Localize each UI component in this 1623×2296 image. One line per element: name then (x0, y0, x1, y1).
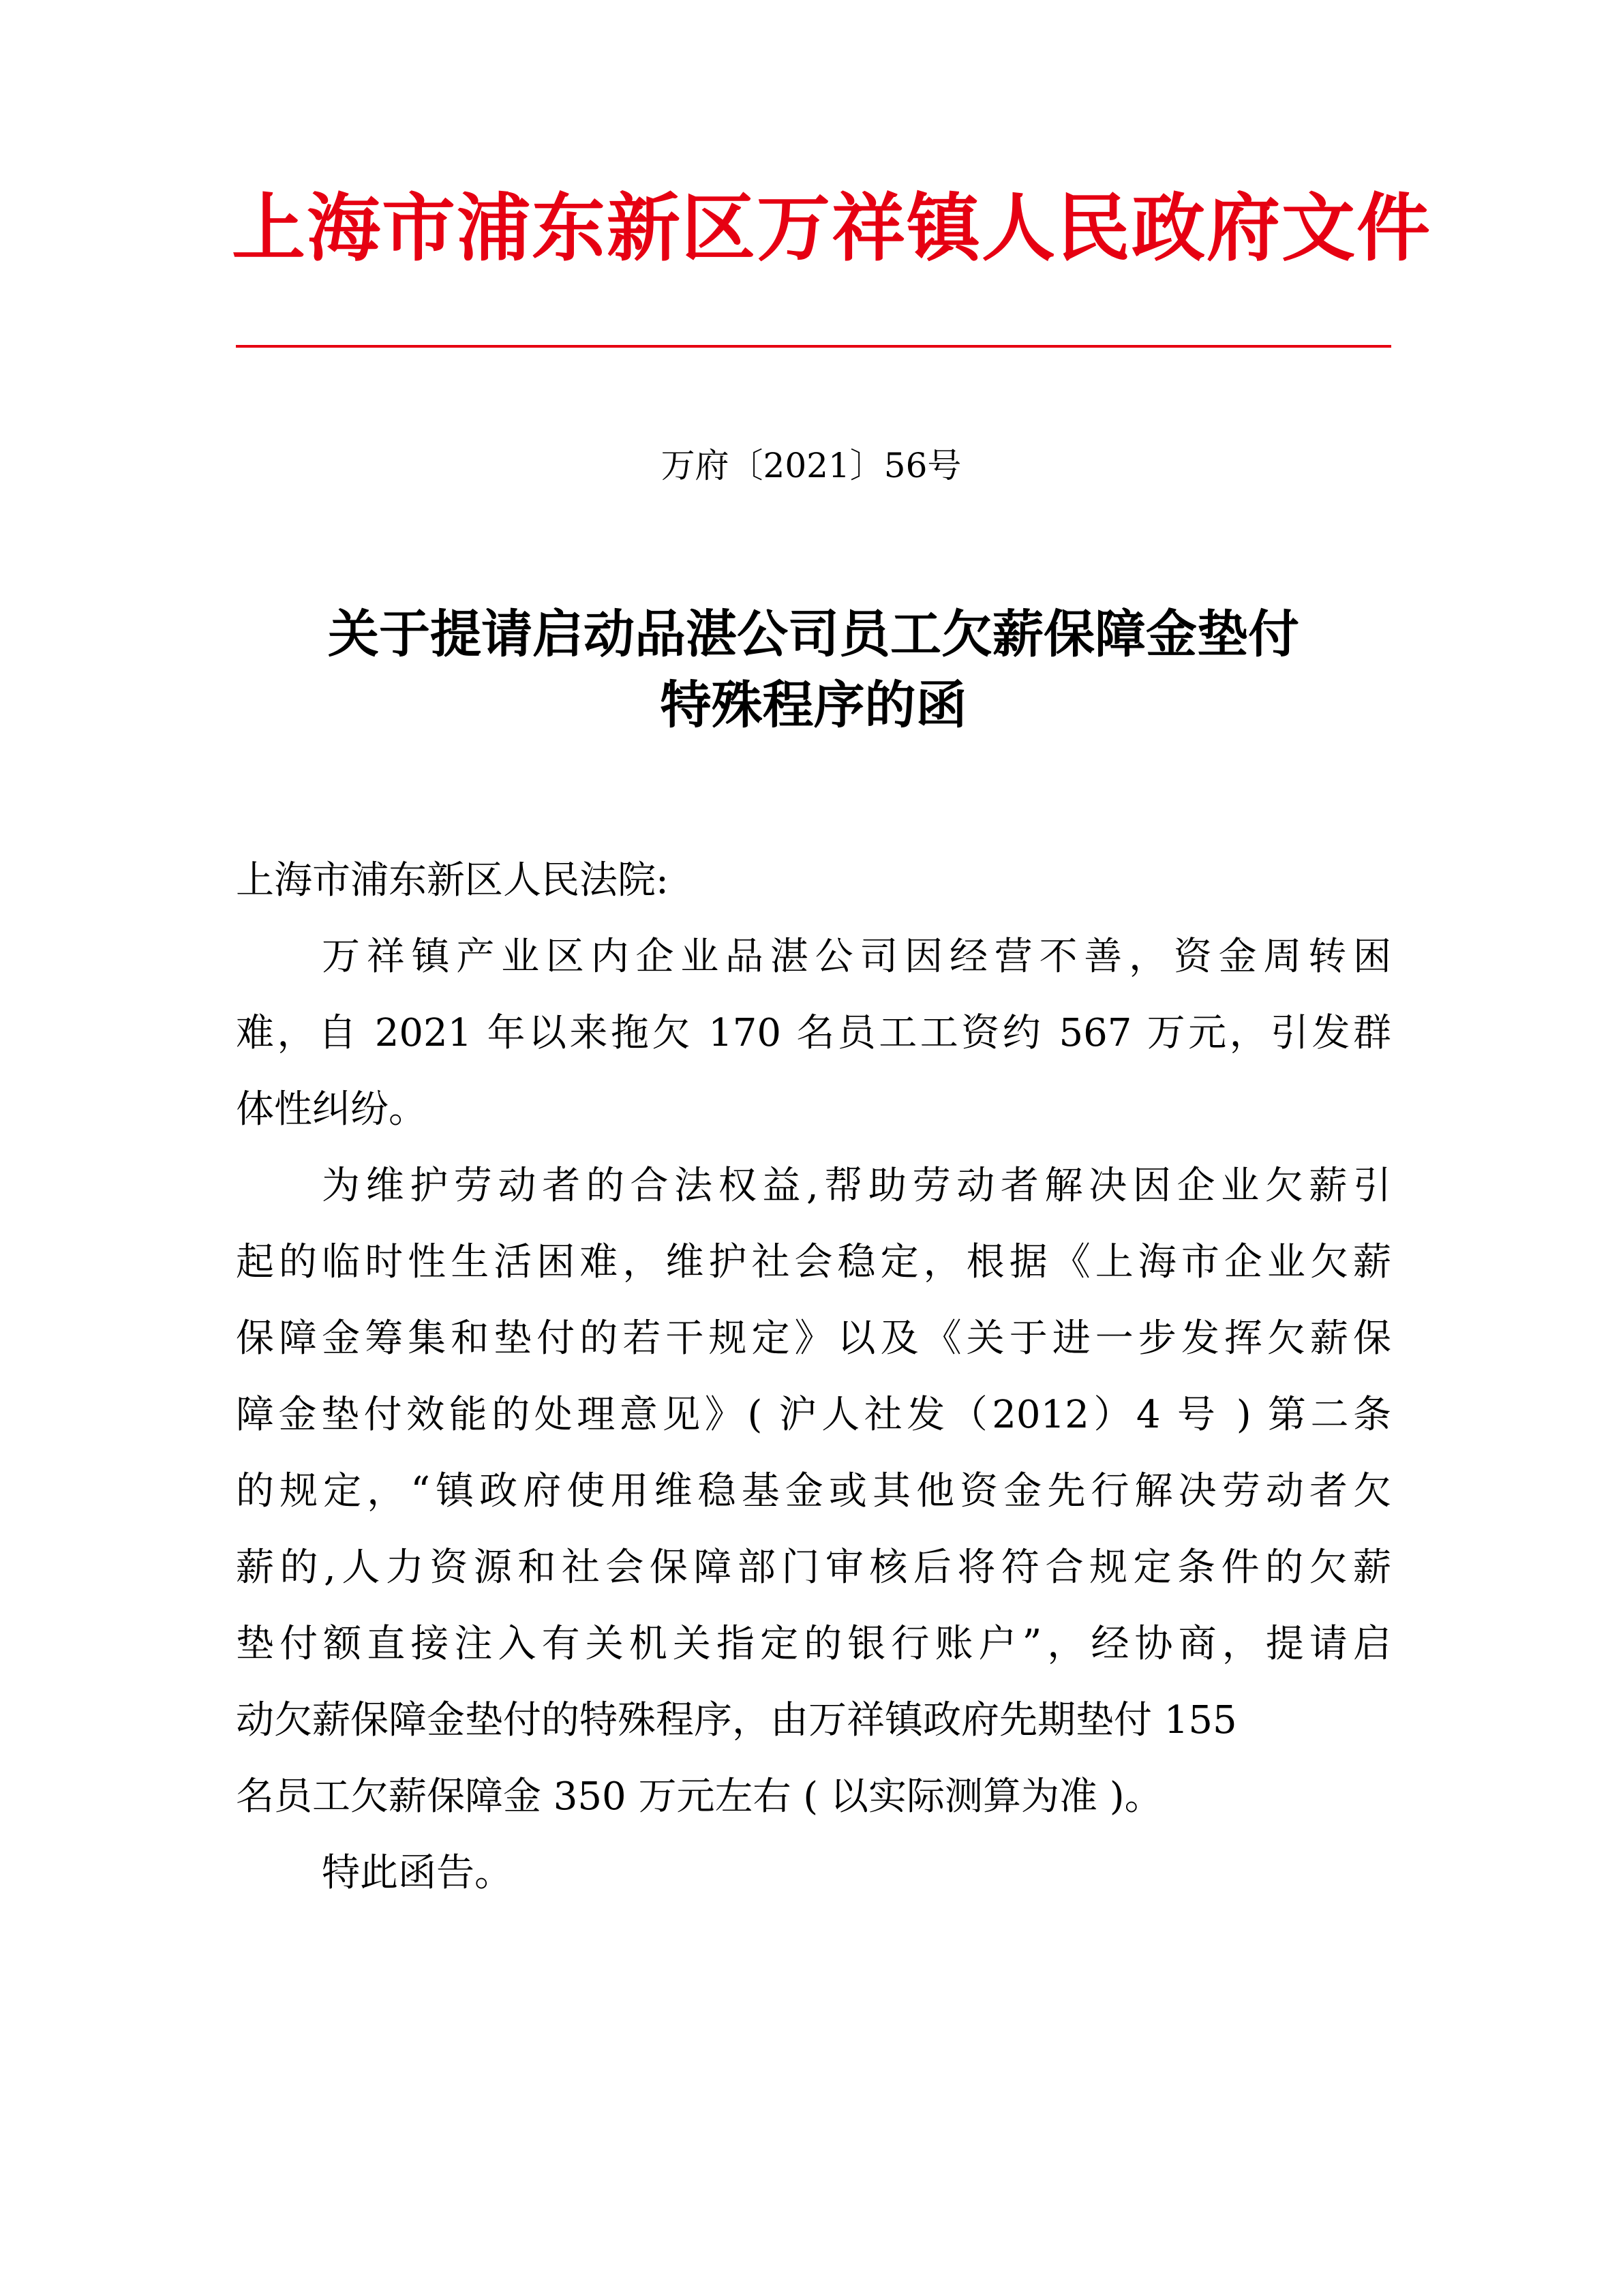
paragraph-line: 垫付额直接注入有关机关指定的银行账户”，经协商，提请启 (236, 1622, 1391, 1666)
paragraph-line: 名员工欠薪保障金 350 万元左右 ( 以实际测算为准 )。 (236, 1774, 1163, 1819)
paragraph-line: 保障金筹集和垫付的若干规定》以及《关于进一步发挥欠薪保 (236, 1316, 1391, 1361)
document-number: 万府〔2021〕56号 (661, 446, 962, 485)
paragraph-line: 万祥镇产业区内企业品湛公司因经营不善，资金周转困 (322, 935, 1391, 979)
document-body (236, 843, 1391, 1912)
body-paragraph-1 (236, 919, 1391, 1148)
body-paragraph-2 (236, 1148, 1391, 1835)
salutation: 上海市浦东新区人民法院: (236, 858, 669, 903)
paragraph-line: 动欠薪保障金垫付的特殊程序，由万祥镇政府先期垫付 155 (236, 1698, 1237, 1742)
paragraph-line: 起的临时性生活困难，维护社会稳定，根据《上海市企业欠薪 (236, 1240, 1391, 1284)
paragraph-line: 障金垫付效能的处理意见》( 沪人社发（2012）4 号 ) 第二条 (236, 1393, 1391, 1437)
header-red-rule (236, 345, 1391, 348)
document-title (236, 599, 1391, 740)
document-title-line: 特殊程序的函 (660, 675, 967, 735)
paragraph-line: 的规定，“镇政府使用维稳基金或其他资金先行解决劳动者欠 (236, 1469, 1391, 1513)
paragraph-line: 难，自 2021 年以来拖欠 170 名员工工资约 567 万元，引发群 (236, 1011, 1391, 1055)
paragraph-line: 为维护劳动者的合法权益,帮助劳动者解决因企业欠薪引 (322, 1164, 1391, 1208)
paragraph-line: 薪的,人力资源和社会保障部门审核后将符合规定条件的欠薪 (236, 1545, 1391, 1590)
paragraph-line: 体性纠纷。 (236, 1087, 427, 1132)
issuer-header-title: 上海市浦东新区万祥镇人民政府文件 (232, 185, 1432, 271)
document-title-line: 关于提请启动品湛公司员工欠薪保障金垫付 (327, 604, 1299, 664)
closing-line: 特此函告。 (322, 1851, 513, 1895)
body-paragraph-3 (236, 1835, 1391, 1912)
